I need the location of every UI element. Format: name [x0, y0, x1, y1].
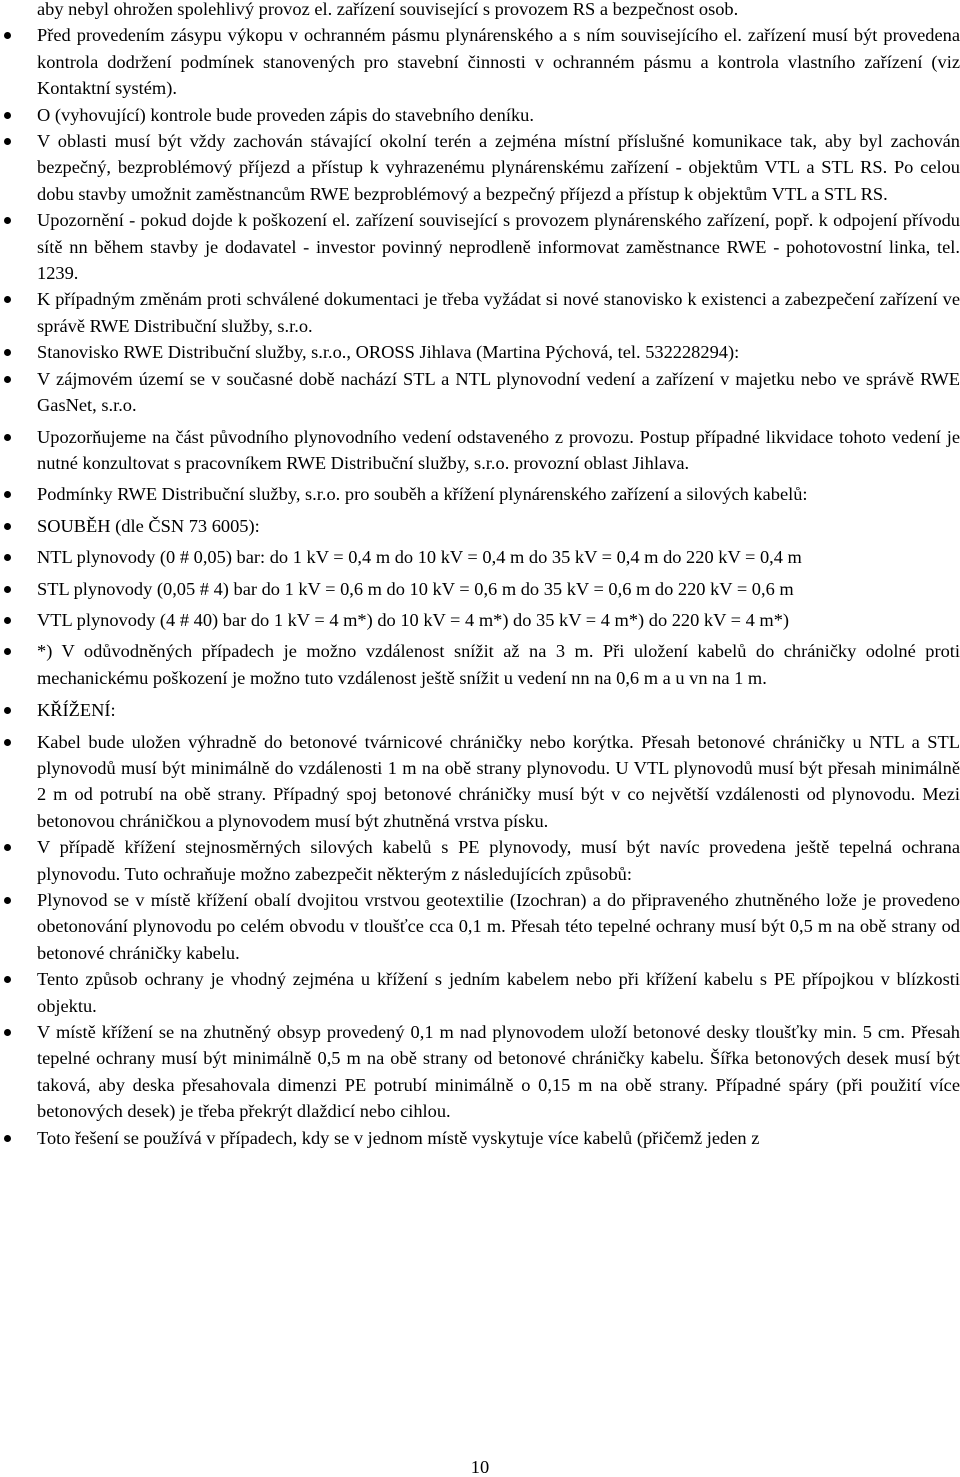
- list-item: V zájmovém území se v současné době nachází STL a NTL plynovodní vedení a zařízení v majetku nebo ve správě RWE GasNet, s.r.o.: [0, 366, 960, 419]
- list-item: K případným změnám proti schválené dokumentaci je třeba vyžádat si nové stanovisko k existenci a zabezpečení zařízení ve správě RWE Distribuční služby, s.r.o.: [0, 286, 960, 339]
- list-item: VTL plynovody (4 # 40) bar do 1 kV = 4 m*) do 10 kV = 4 m*) do 35 kV = 4 m*) do 220 kV = 4 m*): [0, 607, 960, 633]
- list-item: NTL plynovody (0 # 0,05) bar: do 1 kV = 0,4 m do 10 kV = 0,4 m do 35 kV = 0,4 m do 220 kV = 0,4 m: [0, 544, 960, 570]
- list-item: Podmínky RWE Distribuční služby, s.r.o. pro souběh a křížení plynárenského zařízení a silových kabelů:: [0, 481, 960, 507]
- list-item: Plynovod se v místě křížení obalí dvojitou vrstvou geotextilie (Izochran) a do připraveného zhutněného lože je provedeno obetonování plynovodu po celém obvodu v tloušťce cca 0,1 m. Přesah této tepelné ochrany musí být 0,5 m na obě strany od betonové chráničky kabelu.: [0, 887, 960, 966]
- list-item: V případě křížení stejnosměrných silových kabelů s PE plynovody, musí být navíc provedena ještě tepelná ochrana plynovodu. Tuto ochraňuje možno zabezpečit některým z následujících způsobů:: [0, 834, 960, 887]
- list-item: Stanovisko RWE Distribuční služby, s.r.o., OROSS Jihlava (Martina Pýchová, tel. 532228294):: [0, 339, 960, 365]
- list-item: Upozornění - pokud dojde k poškození el. zařízení související s provozem plynárenského zařízení, popř. k odpojení přívodu sítě nn během stavby je dodavatel - investor povinný neprodleně informovat zaměstnance RWE - pohotovostní linka, tel. 1239.: [0, 207, 960, 286]
- list-item: Kabel bude uložen výhradně do betonové tvárnicové chráničky nebo korýtka. Přesah betonové chráničky u NTL a STL plynovodů musí být minimálně do vzdálenosti 1 m na obě strany plynovodu. U VTL plynovodů musí být přesah minimálně 2 m od potrubí na obě strany. Případný spoj betonové chráničky musí být v co největší vzdálenosti od plynovodu. Mezi betonovou chráničkou a plynovodem musí být zhutněná vrstva písku.: [0, 729, 960, 835]
- page-number: 10: [470, 1457, 490, 1477]
- list-item: *) V odůvodněných případech je možno vzdálenost snížit až na 3 m. Při uložení kabelů do chráničky odolné proti mechanickému poškození je možno tuto vzdálenost ještě snížit u vedení nn na 0,6 m a u vn na 1 m.: [0, 638, 960, 691]
- list-item: SOUBĚH (dle ČSN 73 6005):: [0, 513, 960, 539]
- continued-paragraph: aby nebyl ohrožen spolehlivý provoz el. zařízení související s provozem RS a bezpečnost osob.: [37, 0, 739, 19]
- list-item: Před provedením zásypu výkopu v ochranném pásmu plynárenského a s ním souvisejícího el. zařízení musí být provedena kontrola dodržení podmínek stanovených pro stavební činnosti v ochranném pásmu a kontrola vlastního zařízení (viz Kontaktní systém).: [0, 22, 960, 101]
- list-item: STL plynovody (0,05 # 4) bar do 1 kV = 0,6 m do 10 kV = 0,6 m do 35 kV = 0,6 m do 220 kV = 0,6 m: [0, 576, 960, 602]
- list-item: KŘÍŽENÍ:: [0, 697, 960, 723]
- bullet-list: [0, 22, 960, 1151]
- list-item: O (vyhovující) kontrole bude proveden zápis do stavebního deníku.: [0, 102, 960, 128]
- list-item: Upozorňujeme na část původního plynovodního vedení odstaveného z provozu. Postup případné likvidace tohoto vedení je nutné konzultovat s pracovníkem RWE Distribuční služby, s.r.o. provozní oblast Jihlava.: [0, 424, 960, 477]
- list-item: Tento způsob ochrany je vhodný zejména u křížení s jedním kabelem nebo při křížení kabelu s PE přípojkou v blízkosti objektu.: [0, 966, 960, 1019]
- list-item: V místě křížení se na zhutněný obsyp provedený 0,1 m nad plynovodem uloží betonové desky tloušťky min. 5 cm. Přesah tepelné ochrany musí být minimálně 0,5 m na obě strany od betonové chráničky kabelu. Šířka betonových desek musí být taková, aby deska přesahovala dimenzi PE potrubí minimálně o 0,15 m na obě strany. Případné spáry (při použití více betonových desek) je třeba překrýt dlaždicí nebo cihlou.: [0, 1019, 960, 1125]
- list-item: Toto řešení se používá v případech, kdy se v jednom místě vyskytuje více kabelů (přičemž jeden z: [0, 1125, 960, 1151]
- list-item: V oblasti musí být vždy zachován stávající okolní terén a zejména místní příslušné komunikace tak, aby byl zachován bezpečný, bezproblémový příjezd a přístup k vyhrazenému plynárenskému zařízení - objektům VTL a STL RS. Po celou dobu stavby umožnit zaměstnancům RWE bezproblémový a bezpečný příjezd a přístup k objektům VTL a STL RS.: [0, 128, 960, 207]
